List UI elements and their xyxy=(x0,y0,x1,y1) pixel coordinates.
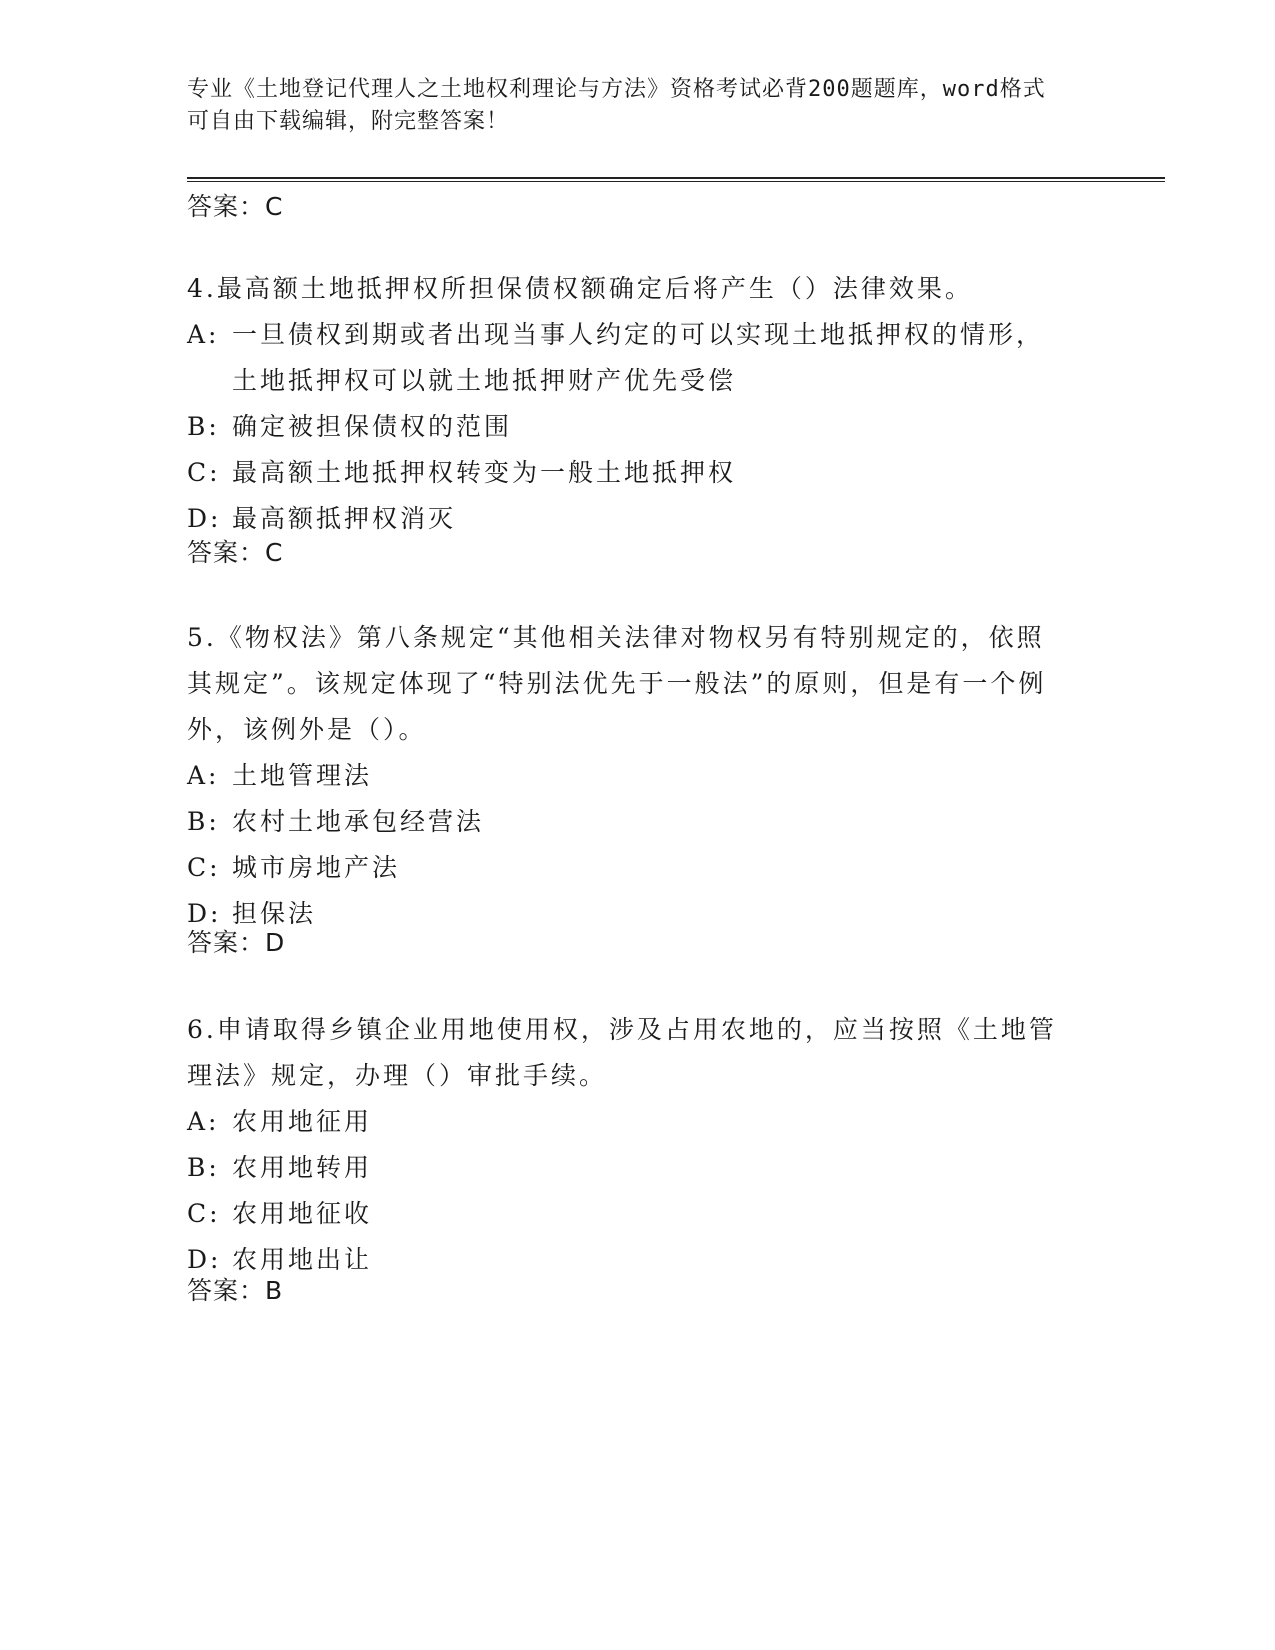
option-b xyxy=(187,404,1067,450)
option-text: 城市房地产法 xyxy=(232,853,401,882)
answer-previous: 答案：C xyxy=(187,192,284,221)
question-stem: 5.《物权法》第八条规定“其他相关法律对物权另有特别规定的，依照其规定”。该规定体现了“特别法优先于一般法”的原则，但是有一个例外，该例外是（）。 xyxy=(187,623,1047,744)
question-5 xyxy=(187,615,1067,937)
option-text: 最高额土地抵押权转变为一般土地抵押权 xyxy=(232,458,737,487)
option-b xyxy=(187,799,1067,845)
option-c xyxy=(187,845,1067,891)
option-letter: B: xyxy=(187,1153,220,1182)
option-text: 最高额抵押权消灭 xyxy=(232,504,457,533)
option-d xyxy=(187,496,1067,542)
option-letter: B: xyxy=(187,807,220,836)
answer-q4: 答案：C xyxy=(187,538,284,567)
question-stem: 4.最高额土地抵押权所担保债权额确定后将产生（）法律效果。 xyxy=(187,274,973,303)
option-letter: A: xyxy=(187,320,220,349)
option-letter: C: xyxy=(187,1199,221,1228)
option-letter: C: xyxy=(187,853,221,882)
option-text: 农村土地承包经营法 xyxy=(232,807,485,836)
header-divider xyxy=(187,177,1165,182)
option-text: 农用地征用 xyxy=(232,1107,373,1136)
option-a xyxy=(187,1099,1067,1145)
option-d xyxy=(187,1237,1067,1283)
option-text: 农用地转用 xyxy=(232,1153,373,1182)
document-intro: 专业《土地登记代理人之土地权利理论与方法》资格考试必背200题题库，word格式可自由下载编辑，附完整答案！ xyxy=(187,77,1046,134)
option-letter: A: xyxy=(187,1107,220,1136)
option-letter: B: xyxy=(187,412,220,441)
option-text: 确定被担保债权的范围 xyxy=(232,412,513,441)
question-6 xyxy=(187,1007,1067,1283)
option-text: 农用地出让 xyxy=(232,1245,373,1274)
option-letter: D: xyxy=(187,504,222,533)
option-text: 土地管理法 xyxy=(232,761,373,790)
answer-q5: 答案：D xyxy=(187,928,286,957)
option-b xyxy=(187,1145,1067,1191)
answer-q6: 答案：B xyxy=(187,1276,284,1305)
option-text: 一旦债权到期或者出现当事人约定的可以实现土地抵押权的情形，土地抵押权可以就土地抵押财产优先受偿 xyxy=(232,320,1045,395)
option-letter: C: xyxy=(187,458,221,487)
option-c xyxy=(187,1191,1067,1237)
option-letter: D: xyxy=(187,1245,222,1274)
option-text: 担保法 xyxy=(232,899,317,928)
option-d xyxy=(187,891,1067,937)
option-letter: A: xyxy=(187,761,220,790)
option-text: 农用地征收 xyxy=(232,1199,373,1228)
option-c xyxy=(187,450,1067,496)
option-a xyxy=(187,753,1067,799)
option-a xyxy=(187,312,1067,404)
option-letter: D: xyxy=(187,899,222,928)
question-4 xyxy=(187,266,1067,542)
question-stem: 6.申请取得乡镇企业用地使用权，涉及占用农地的，应当按照《土地管理法》规定，办理（）审批手续。 xyxy=(187,1015,1057,1090)
